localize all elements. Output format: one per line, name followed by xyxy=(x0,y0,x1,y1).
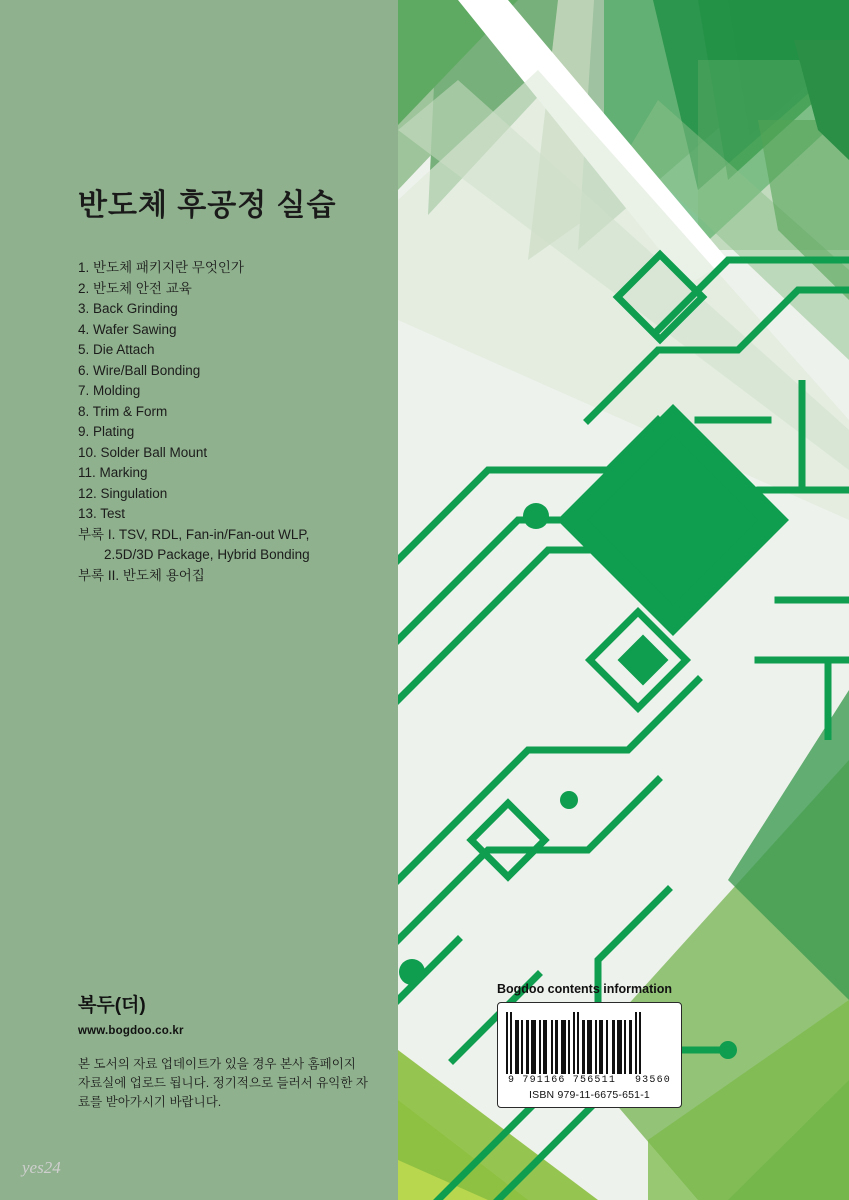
list-item: 12. Singulation xyxy=(78,485,168,501)
list-item: 4. Wafer Sawing xyxy=(78,321,177,337)
publisher-name: 복두(더) xyxy=(78,995,146,1016)
barcode-digits-right: 93560 xyxy=(634,1075,671,1086)
left-text-panel xyxy=(0,0,398,1200)
yes24-watermark: yes24 xyxy=(22,1158,61,1177)
barcode-digits xyxy=(506,1075,673,1086)
list-item: 11. Marking xyxy=(78,465,148,480)
list-item: 부록 II. 반도체 용어집 xyxy=(78,567,205,583)
list-item: 9. Plating xyxy=(78,424,135,439)
list-item: 6. Wire/Ball Bonding xyxy=(78,362,201,378)
list-item: 2.5D/3D Package, Hybrid Bonding xyxy=(104,547,310,562)
notice-text: 본 도서의 자료 업데이트가 있을 경우 본사 홈페이지 자료실에 업로드 됩니다. 정기적으로 들러서 유익한 자료를 받아가시기 바랍니다. xyxy=(78,1057,368,1109)
list-item: 2. 반도체 안전 교육 xyxy=(78,280,192,296)
publisher-website: www.bogdoo.co.kr xyxy=(78,1025,184,1037)
barcode-box xyxy=(497,1002,682,1108)
list-item: 13. Test xyxy=(78,506,126,521)
list-item: 7. Molding xyxy=(78,383,141,398)
isbn-text: ISBN 979-11-6675-651-1 xyxy=(529,1089,650,1101)
list-item: 8. Trim & Form xyxy=(78,403,168,419)
list-item: 부록 I. TSV, RDL, Fan-in/Fan-out WLP, xyxy=(78,526,310,542)
list-item: 5. Die Attach xyxy=(78,342,155,357)
barcode-caption: Bogdoo contents information xyxy=(497,982,672,996)
barcode-digits-left: 9 791166 756511 xyxy=(508,1075,617,1086)
list-item: 1. 반도체 패키지란 무엇인가 xyxy=(78,260,244,275)
barcode-bars xyxy=(506,1012,673,1074)
barcode-block xyxy=(497,982,682,1108)
page-title: 반도체 후공정 실습 xyxy=(78,189,337,222)
table-of-contents xyxy=(78,258,378,586)
list-item: 10. Solder Ball Mount xyxy=(78,444,208,460)
list-item: 3. Back Grinding xyxy=(78,301,178,316)
